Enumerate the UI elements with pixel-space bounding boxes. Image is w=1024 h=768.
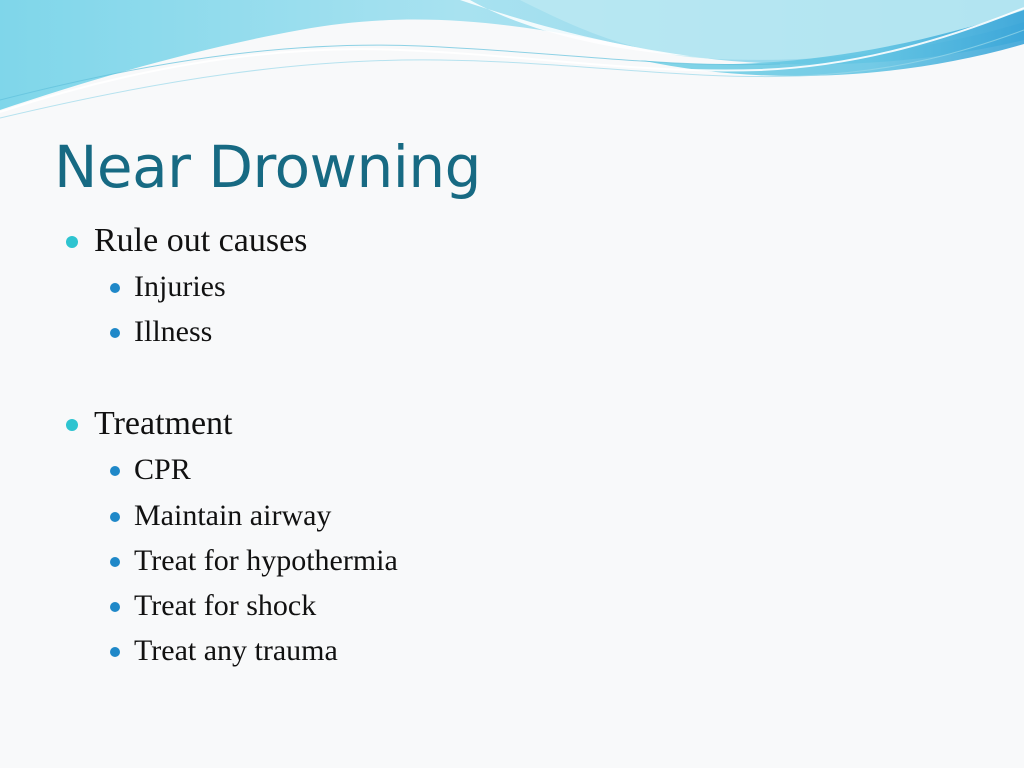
bullet-text: Treat any trauma [134, 634, 338, 667]
round-bullet-icon [110, 512, 120, 522]
sub-bullet-item-illness [134, 314, 212, 350]
bullet-text: Injuries [134, 270, 226, 303]
round-bullet-icon [66, 236, 78, 248]
sub-bullet-item-maintain-airway [134, 498, 331, 534]
bullet-text: Treat for shock [134, 589, 317, 622]
bullet-text: Illness [134, 315, 213, 348]
round-bullet-icon [110, 557, 120, 567]
slide-title: Near Drowning [54, 133, 481, 201]
bullet-text: CPR [134, 453, 191, 486]
round-bullet-icon [110, 602, 120, 612]
sub-bullet-item-treat-hypothermia [134, 543, 398, 579]
sub-bullet-item-cpr [134, 452, 191, 488]
sub-bullet-item-treat-shock [134, 588, 316, 624]
sub-bullet-item-treat-trauma [134, 633, 338, 669]
round-bullet-icon [110, 328, 120, 338]
bullet-item-rule-out-causes [94, 221, 307, 261]
sub-bullet-item-injuries [134, 269, 226, 305]
round-bullet-icon [110, 466, 120, 476]
round-bullet-icon [66, 419, 78, 431]
round-bullet-icon [110, 647, 120, 657]
round-bullet-icon [110, 283, 120, 293]
bullet-item-treatment [94, 404, 233, 444]
bullet-text: Rule out causes [94, 222, 308, 259]
bullet-text: Maintain airway [134, 499, 332, 532]
bullet-text: Treat for hypothermia [134, 544, 398, 577]
bullet-text: Treatment [94, 405, 233, 442]
